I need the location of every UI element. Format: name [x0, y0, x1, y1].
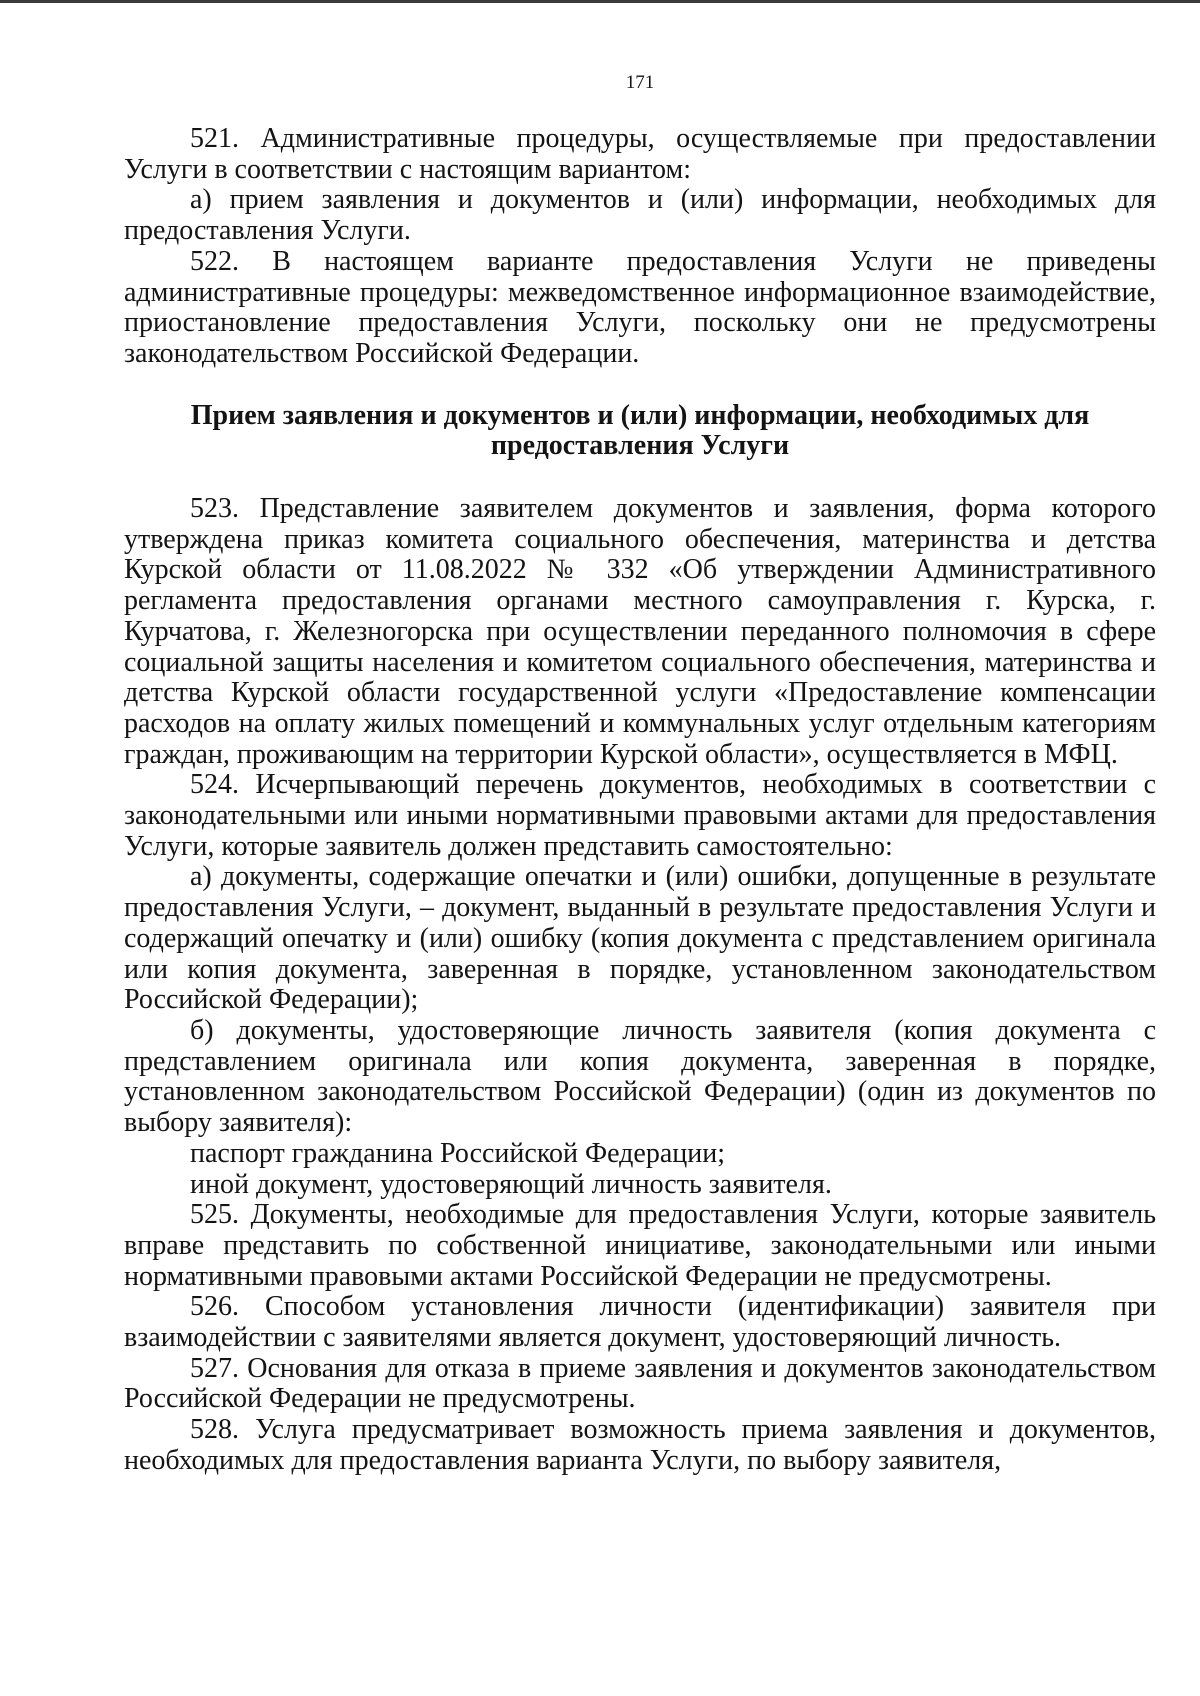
paragraph-521: 521. Административные процедуры, осуществляемые при предоставлении Услуги в соответствии с настоящим вариантом: — [124, 123, 1156, 185]
paragraph-524: 524. Исчерпывающий перечень документов, необходимых в соответствии с законодательными или иными нормативными правовыми актами для предоставления Услуги, которые заявитель должен представить самостоятельно: — [124, 769, 1156, 862]
paragraph-524-b: б) документы, удостоверяющие личность заявителя (копия документа с представлением оригинала или копия документа, заверенная в порядке, установленном законодательством Российской Федерации) (один из документов по выбору заявителя): — [124, 1014, 1156, 1139]
page-number: 171 — [625, 72, 655, 93]
section-heading: Прием заявления и документов и (или) информации, необходимых для предоставления Услуги — [190, 399, 1090, 462]
list-item: паспорт гражданина Российской Федерации; — [190, 1137, 726, 1169]
paragraph-524-a: а) документы, содержащие опечатки и (или) ошибки, допущенные в результате предоставления Услуги, – документ, выданный в результате предоставления Услуги и содержащий опечатку и (или) ошибку (копия документа с представлением оригинала или копия документа, заверенная в порядке, установленном законодательством Российской Федерации); — [124, 861, 1156, 1016]
paragraph-522: 522. В настоящем варианте предоставления Услуги не приведены административные процедуры: межведомственное информационное взаимодействие, приостановление предоставления Услуги, поскольку они не предусмотрены законодательством Российской Федерации. — [124, 245, 1156, 369]
document-body — [124, 124, 1156, 1477]
paragraph-523: 523. Представление заявителем документов и заявления, форма которого утверждена приказ комитета социального обеспечения, материнства и детства Курской области от 11.08.2022 № 332 «Об утверждении Административного регламента предоставления органами местного самоуправления г. Курска, г. Курчатова, г. Железногорска при осуществлении переданного полномочия в сфере социальной защиты населения и комитетом социального обеспечения, материнства и детства Курской области государственной услуги «Предоставление компенсации расходов на оплату жилых помещений и коммунальных услуг отдельным категориям граждан, проживающим на территории Курской области», осуществляется в МФЦ. — [124, 493, 1156, 770]
paragraph-527: 527. Основания для отказа в приеме заявления и документов законодательством Российской Федерации не предусмотрены. — [124, 1352, 1156, 1415]
list-item: иной документ, удостоверяющий личность заявителя. — [190, 1168, 832, 1200]
paragraph-526: 526. Способом установления личности (идентификации) заявителя при взаимодействии с заявителями является документ, удостоверяющий личность. — [124, 1291, 1156, 1354]
top-border-line — [0, 0, 1200, 3]
paragraph-521-a: а) прием заявления и документов и (или) информации, необходимых для предоставления Услуги. — [124, 184, 1156, 247]
paragraph-528: 528. Услуга предусматривает возможность приема заявления и документов, необходимых для предоставления варианта Услуги, по выбору заявителя, — [124, 1414, 1156, 1476]
paragraph-525: 525. Документы, необходимые для предоставления Услуги, которые заявитель вправе представить по собственной инициативе, законодательными или иными нормативными правовыми актами Российской Федерации не предусмотрены. — [124, 1199, 1156, 1292]
